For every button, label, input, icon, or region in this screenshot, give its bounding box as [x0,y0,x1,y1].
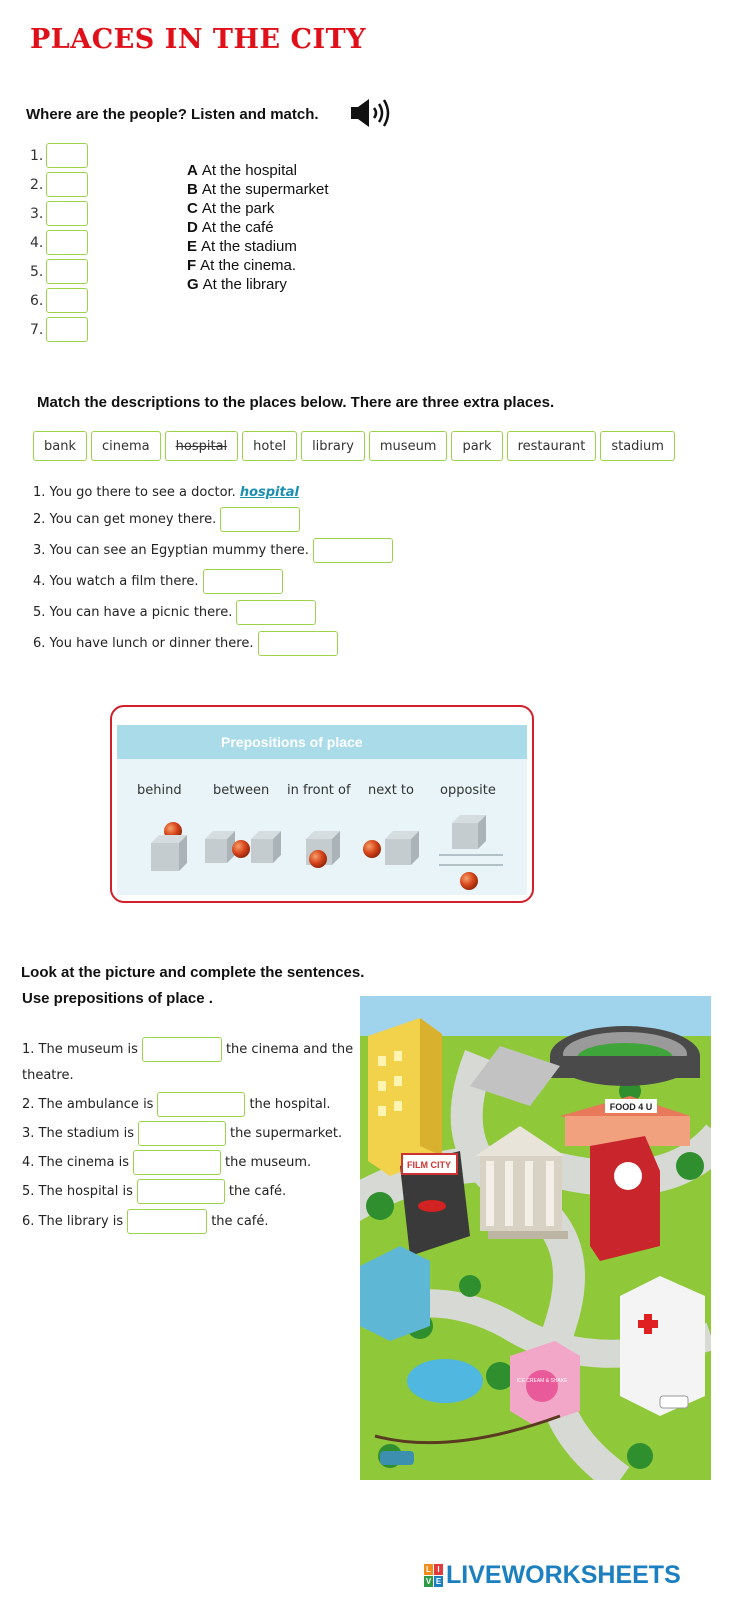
picture-sentence-6: 6. The library is the café. [22,1208,269,1234]
word-bank-hospital[interactable]: hospital [165,431,239,461]
listen-answer-list [30,141,88,344]
answer-box-6[interactable] [46,288,88,313]
word-bank [33,431,675,461]
option-item: F At the cinema. [187,257,297,274]
restaurant-sign: FOOD 4 U [609,1102,653,1112]
prep-label-opposite: opposite [440,783,496,798]
preposition-answer-5[interactable] [137,1179,225,1204]
description-answer-2[interactable] [220,507,300,532]
word-bank-museum[interactable]: museum [369,431,448,461]
word-bank-stadium[interactable]: stadium [600,431,675,461]
option-item: B At the supermarket [187,181,329,198]
option-item: D At the café [187,219,274,236]
answer-row: 3. [30,199,88,228]
prep-label-in-front-of: in front of [287,783,351,798]
answer-row: 1. [30,141,88,170]
answer-box-4[interactable] [46,230,88,255]
picture-sentence-3: 3. The stadium is the supermarket. [22,1120,342,1146]
description-5: 5. You can have a picnic there. [33,599,316,625]
prep-label-between: between [213,783,270,798]
answer-row: 5. [30,257,88,286]
description-answer-6[interactable] [258,631,338,656]
logo-text: LIVEWORKSHEETS [446,1561,681,1589]
liveworksheets-logo [424,1561,681,1590]
prepositions-title: Prepositions of place [117,725,527,759]
picture-sentence-1: 1. The museum is the cinema and the [22,1036,353,1062]
audio-speaker-icon[interactable] [350,98,392,133]
word-bank-library[interactable]: library [301,431,365,461]
preposition-answer-1[interactable] [142,1037,222,1062]
picture-sentence-4: 4. The cinema is the museum. [22,1149,311,1175]
description-answer-5[interactable] [236,600,316,625]
answer-row: 7. [30,315,88,344]
preposition-answer-4[interactable] [133,1150,221,1175]
option-item: E At the stadium [187,238,297,255]
picture-sentence-2: 2. The ambulance is the hospital. [22,1091,331,1117]
answer-box-5[interactable] [46,259,88,284]
exercise3-heading: Look at the picture and complete the sentences. [21,964,365,981]
answer-row: 4. [30,228,88,257]
city-illustration [360,996,711,1480]
prep-label-next-to: next to [368,783,414,798]
logo-badge-icon: L I V E [425,1565,442,1586]
option-list [187,161,329,294]
word-bank-cinema[interactable]: cinema [91,431,161,461]
prepositions-panel [110,705,534,903]
option-item: C At the park [187,200,275,217]
answer-box-2[interactable] [46,172,88,197]
preposition-answer-6[interactable] [127,1209,207,1234]
prepositions-illustration [117,811,527,895]
description-6: 6. You have lunch or dinner there. [33,630,338,656]
exercise3-subheading: Use prepositions of place . [22,990,213,1007]
icecream-sign: ICE CREAM & SHAKE [516,1378,568,1384]
description-1: 1. You go there to see a doctor. hospital [33,484,299,500]
word-bank-park[interactable]: park [451,431,502,461]
exercise2-heading: Match the descriptions to the places below. There are three extra places. [37,394,555,411]
option-item: A At the hospital [187,162,297,179]
description-3: 3. You can see an Egyptian mummy there. [33,537,393,563]
answer-row: 6. [30,286,88,315]
description-2: 2. You can get money there. [33,506,300,532]
word-bank-restaurant[interactable]: restaurant [507,431,597,461]
preposition-answer-3[interactable] [138,1121,226,1146]
exercise1-heading: Where are the people? Listen and match. [26,106,319,123]
preposition-answer-2[interactable] [157,1092,245,1117]
word-bank-hotel[interactable]: hotel [242,431,297,461]
picture-sentence-1-continued: theatre. [22,1067,74,1083]
prep-label-behind: behind [137,783,182,798]
answer-box-1[interactable] [46,143,88,168]
word-bank-bank[interactable]: bank [33,431,87,461]
option-item: G At the library [187,276,287,293]
answer-row: 2. [30,170,88,199]
description-4: 4. You watch a film there. [33,568,283,594]
page-title: PLACES IN THE CITY [30,24,366,55]
picture-sentence-5: 5. The hospital is the café. [22,1178,286,1204]
description-answer-4[interactable] [203,569,283,594]
answer-box-7[interactable] [46,317,88,342]
example-answer: hospital [239,484,299,500]
description-answer-3[interactable] [313,538,393,563]
cinema-sign: FILM CITY [407,1160,451,1170]
answer-box-3[interactable] [46,201,88,226]
